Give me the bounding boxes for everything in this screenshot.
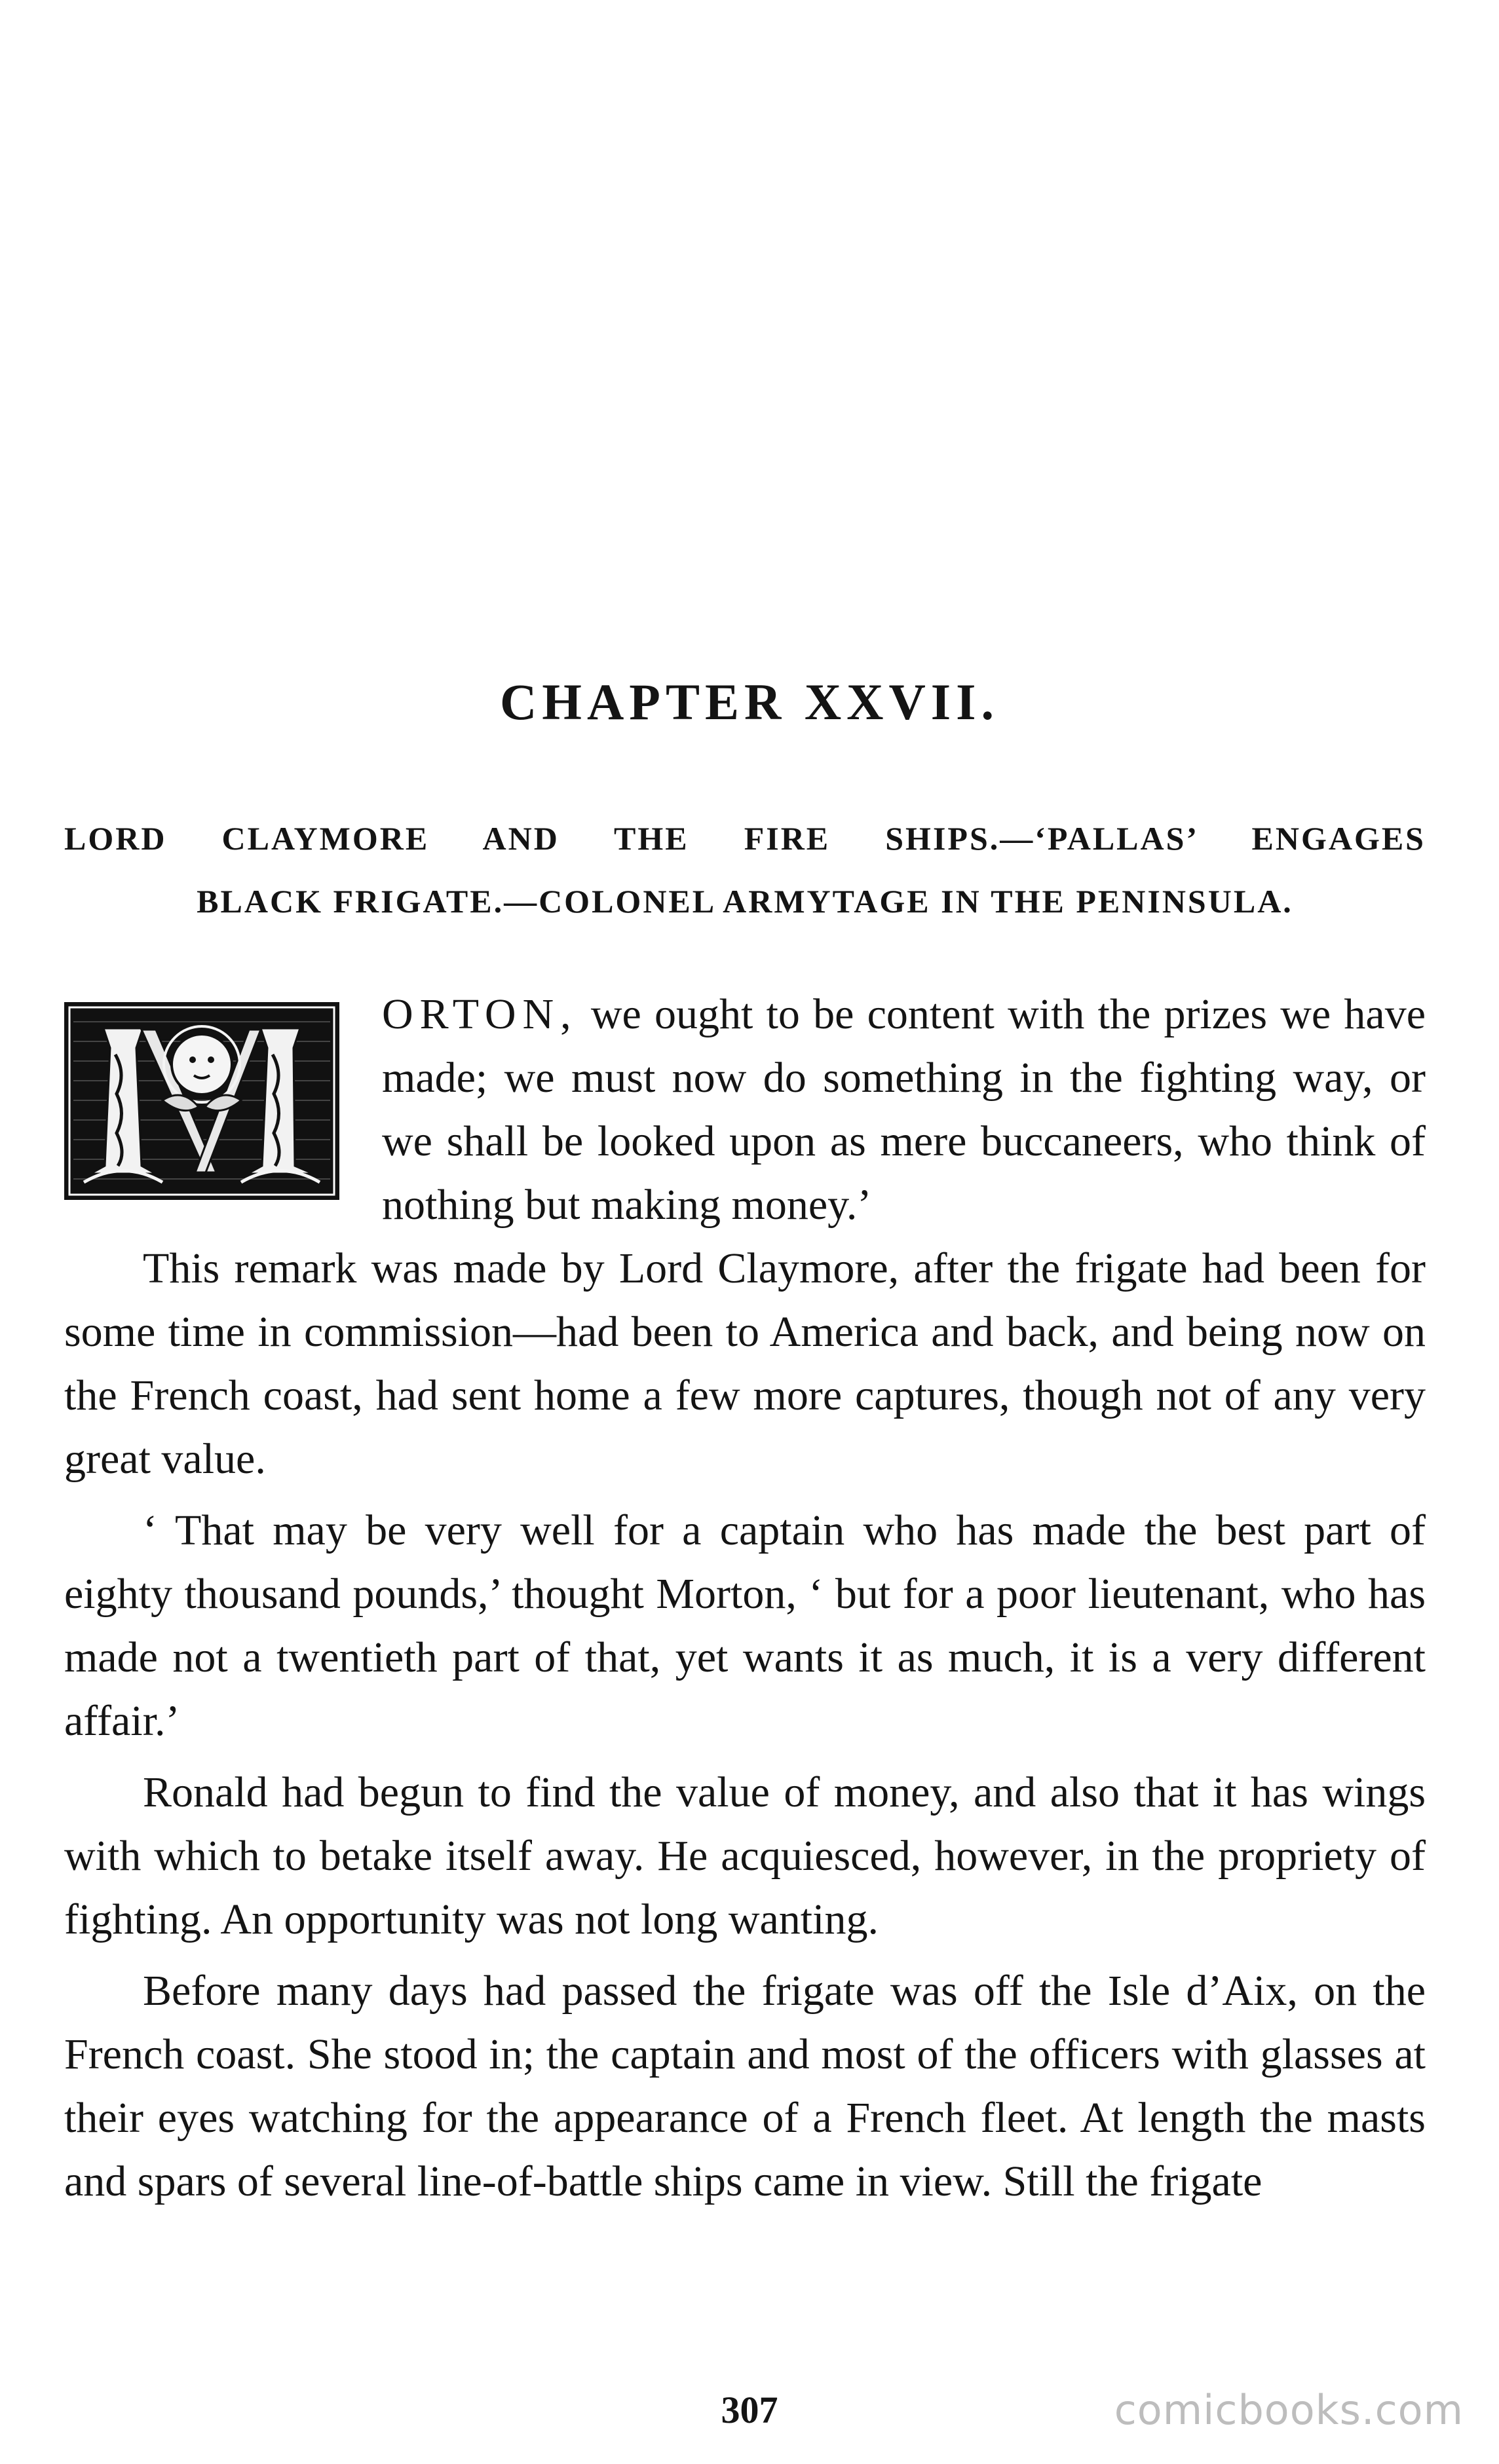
initial-spacer <box>64 982 382 1237</box>
paragraph <box>64 982 1426 1237</box>
chapter-summary-line-2: BLACK FRIGATE.—COLONEL ARMYTAGE IN THE PENINSULA. <box>197 883 1293 920</box>
body-text <box>64 982 1426 2213</box>
paragraph: Ronald had begun to find the value of money, and also that it has wings with which to betake itself away. He acquiesced, however, in the propriety of fighting. An opportunity was not long wanting. <box>64 1768 1426 1943</box>
page-number: 307 <box>721 2389 778 2431</box>
opening-word: ORTON, <box>382 990 578 1038</box>
paragraph: This remark was made by Lord Claymore, after the frigate had been for some time in commission—had been to America and back, and being now on the French coast, had sent home a few more captures, though not of any very great value. <box>64 1244 1426 1483</box>
chapter-summary <box>64 807 1426 933</box>
chapter-summary-line-1: LORD CLAYMORE AND THE FIRE SHIPS.—‘PALLAS’ ENGAGES <box>64 820 1426 857</box>
chapter-title: CHAPTER XXVII. <box>499 673 1000 730</box>
paragraph-text: we ought to be content with the prizes we have made; we must now do something in the fighting way, or we shall be looked upon as mere buccaneers, who think of nothing but making money.’ <box>382 990 1426 1229</box>
paragraph: ‘ That may be very well for a captain who has made the best part of eighty thousand pounds,’ thought Morton, ‘ but for a poor lieutenant, who has made not a twentieth part of that, yet wants it as much, it is a very different affair.’ <box>64 1506 1426 1745</box>
paragraph: Before many days had passed the frigate was off the Isle d’Aix, on the French coast. She stood in; the captain and most of the officers with glasses at their eyes watching for the appearance of a French fleet. At length the masts and spars of several line-of-battle ships came in view. Still the frigate <box>64 1967 1426 2205</box>
watermark: comicbooks.com <box>1114 2386 1464 2434</box>
